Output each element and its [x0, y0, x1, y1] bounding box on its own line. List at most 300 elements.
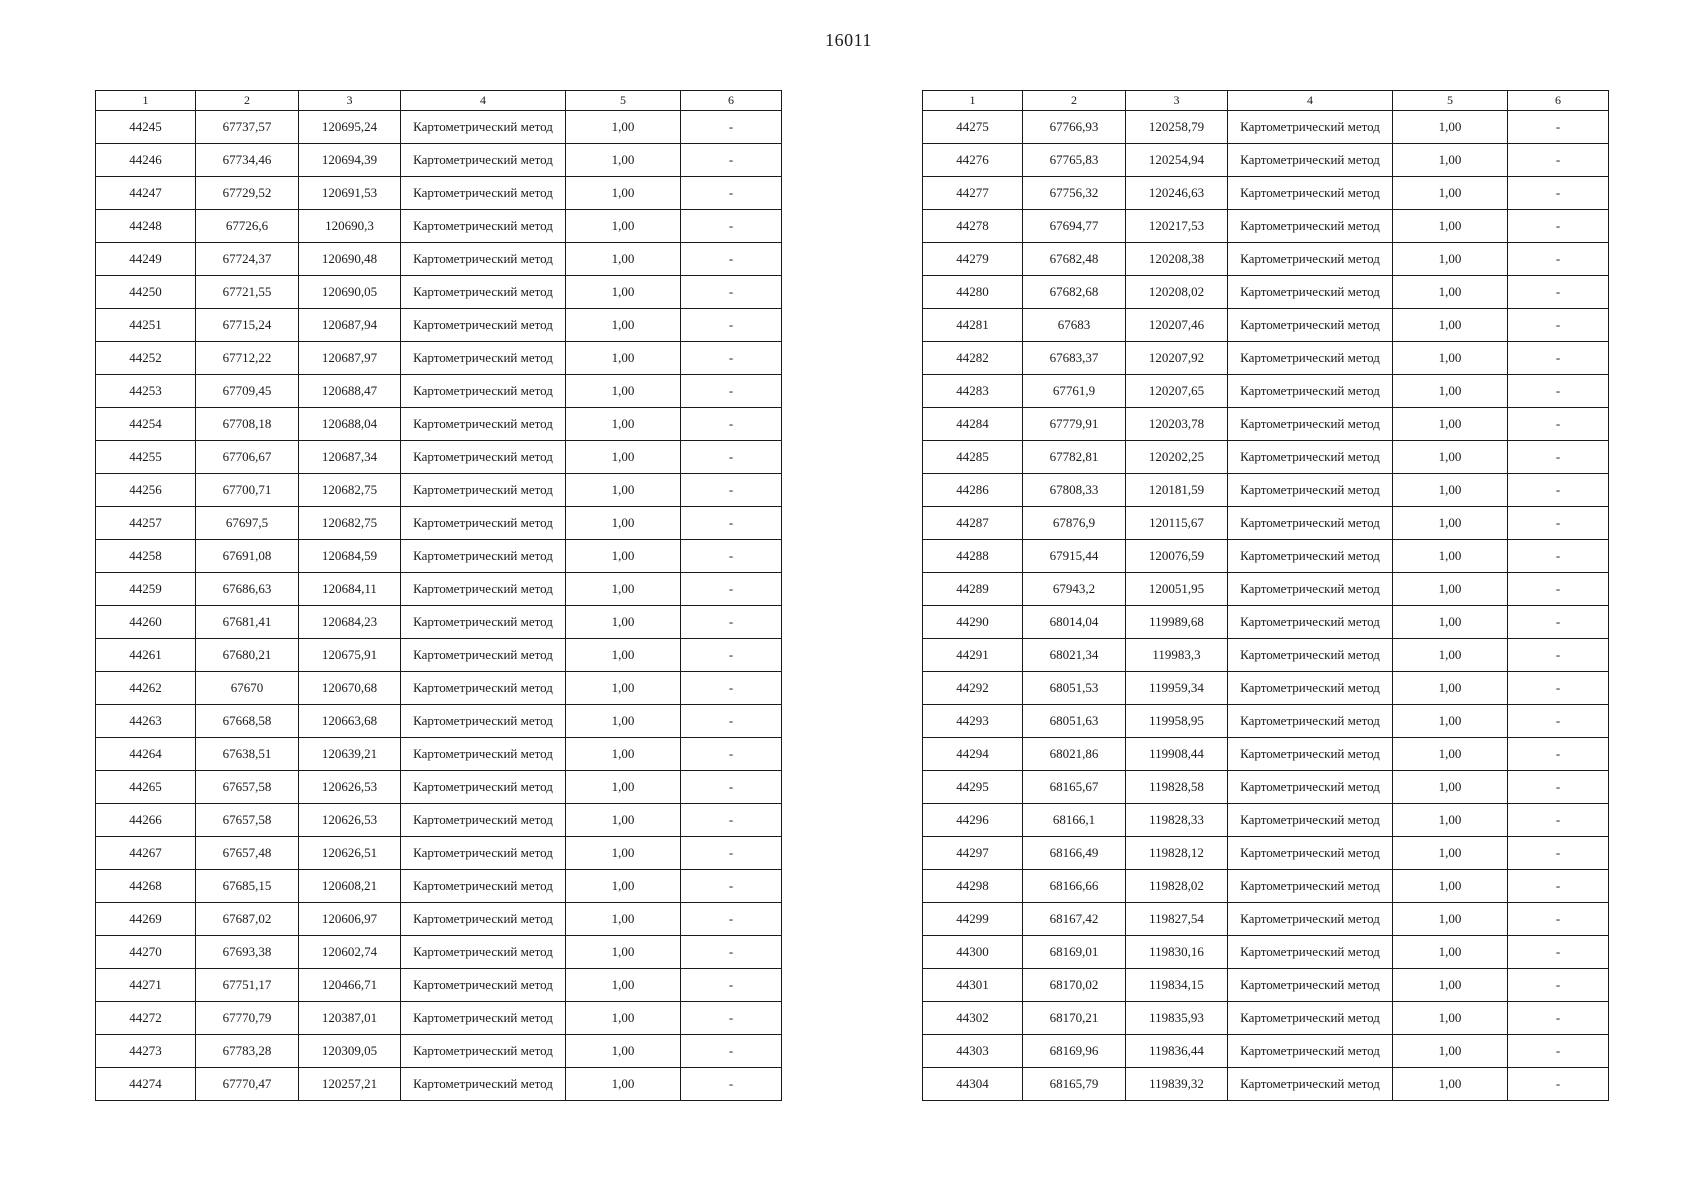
- point-number-cell: 44294: [923, 738, 1023, 771]
- method-cell: Картометрический метод: [1228, 573, 1393, 606]
- table-row: [96, 474, 782, 507]
- table-row: [96, 804, 782, 837]
- y-coordinate-cell: 120688,47: [299, 375, 401, 408]
- accuracy-cell: 1,00: [566, 1068, 681, 1101]
- accuracy-cell: 1,00: [566, 606, 681, 639]
- point-number-cell: 44263: [96, 705, 196, 738]
- x-coordinate-cell: 67766,93: [1023, 111, 1126, 144]
- point-number-cell: 44268: [96, 870, 196, 903]
- point-number-cell: 44256: [96, 474, 196, 507]
- x-coordinate-cell: 68166,1: [1023, 804, 1126, 837]
- method-cell: Картометрический метод: [1228, 705, 1393, 738]
- table-row: [96, 342, 782, 375]
- note-cell: -: [681, 474, 782, 507]
- point-number-cell: 44304: [923, 1068, 1023, 1101]
- table-row: [923, 606, 1609, 639]
- point-number-cell: 44274: [96, 1068, 196, 1101]
- method-cell: Картометрический метод: [1228, 177, 1393, 210]
- y-coordinate-cell: 120675,91: [299, 639, 401, 672]
- accuracy-cell: 1,00: [566, 309, 681, 342]
- note-cell: -: [681, 1068, 782, 1101]
- table-row: [923, 771, 1609, 804]
- table-header-row: [96, 91, 782, 111]
- method-cell: Картометрический метод: [1228, 1002, 1393, 1035]
- note-cell: -: [681, 1002, 782, 1035]
- point-number-cell: 44265: [96, 771, 196, 804]
- x-coordinate-cell: 67681,41: [196, 606, 299, 639]
- accuracy-cell: 1,00: [1393, 705, 1508, 738]
- y-coordinate-cell: 120684,11: [299, 573, 401, 606]
- note-cell: -: [681, 507, 782, 540]
- point-number-cell: 44291: [923, 639, 1023, 672]
- y-coordinate-cell: 120208,38: [1126, 243, 1228, 276]
- y-coordinate-cell: 120690,3: [299, 210, 401, 243]
- note-cell: -: [681, 639, 782, 672]
- x-coordinate-cell: 68166,66: [1023, 870, 1126, 903]
- y-coordinate-cell: 119835,93: [1126, 1002, 1228, 1035]
- point-number-cell: 44296: [923, 804, 1023, 837]
- method-cell: Картометрический метод: [401, 672, 566, 705]
- point-number-cell: 44254: [96, 408, 196, 441]
- note-cell: -: [1508, 705, 1609, 738]
- x-coordinate-cell: 67783,28: [196, 1035, 299, 1068]
- point-number-cell: 44288: [923, 540, 1023, 573]
- accuracy-cell: 1,00: [566, 738, 681, 771]
- y-coordinate-cell: 120687,94: [299, 309, 401, 342]
- note-cell: -: [1508, 474, 1609, 507]
- method-cell: Картометрический метод: [401, 738, 566, 771]
- x-coordinate-cell: 68014,04: [1023, 606, 1126, 639]
- method-cell: Картометрический метод: [1228, 276, 1393, 309]
- point-number-cell: 44259: [96, 573, 196, 606]
- table-row: [923, 903, 1609, 936]
- y-coordinate-cell: 120695,24: [299, 111, 401, 144]
- accuracy-cell: 1,00: [566, 903, 681, 936]
- accuracy-cell: 1,00: [1393, 1002, 1508, 1035]
- table-row: [923, 804, 1609, 837]
- method-cell: Картометрический метод: [1228, 210, 1393, 243]
- column-header-2: 2: [1023, 91, 1126, 111]
- method-cell: Картометрический метод: [401, 210, 566, 243]
- column-header-1: 1: [96, 91, 196, 111]
- y-coordinate-cell: 120207,65: [1126, 375, 1228, 408]
- method-cell: Картометрический метод: [1228, 804, 1393, 837]
- accuracy-cell: 1,00: [566, 177, 681, 210]
- method-cell: Картометрический метод: [1228, 342, 1393, 375]
- method-cell: Картометрический метод: [1228, 507, 1393, 540]
- method-cell: Картометрический метод: [401, 903, 566, 936]
- note-cell: -: [1508, 639, 1609, 672]
- point-number-cell: 44290: [923, 606, 1023, 639]
- table-row: [923, 969, 1609, 1002]
- accuracy-cell: 1,00: [1393, 903, 1508, 936]
- method-cell: Картометрический метод: [1228, 969, 1393, 1002]
- method-cell: Картометрический метод: [401, 309, 566, 342]
- point-number-cell: 44302: [923, 1002, 1023, 1035]
- method-cell: Картометрический метод: [1228, 672, 1393, 705]
- accuracy-cell: 1,00: [566, 408, 681, 441]
- x-coordinate-cell: 67683,37: [1023, 342, 1126, 375]
- x-coordinate-cell: 67734,46: [196, 144, 299, 177]
- method-cell: Картометрический метод: [1228, 870, 1393, 903]
- point-number-cell: 44249: [96, 243, 196, 276]
- note-cell: -: [681, 243, 782, 276]
- method-cell: Картометрический метод: [1228, 903, 1393, 936]
- x-coordinate-cell: 67691,08: [196, 540, 299, 573]
- accuracy-cell: 1,00: [1393, 408, 1508, 441]
- point-number-cell: 44292: [923, 672, 1023, 705]
- note-cell: -: [1508, 903, 1609, 936]
- table-row: [923, 342, 1609, 375]
- note-cell: -: [1508, 441, 1609, 474]
- method-cell: Картометрический метод: [1228, 111, 1393, 144]
- accuracy-cell: 1,00: [1393, 870, 1508, 903]
- accuracy-cell: 1,00: [566, 1002, 681, 1035]
- table-row: [96, 738, 782, 771]
- note-cell: -: [681, 309, 782, 342]
- point-number-cell: 44295: [923, 771, 1023, 804]
- column-header-5: 5: [566, 91, 681, 111]
- coordinates-table-right: [922, 90, 1609, 1101]
- method-cell: Картометрический метод: [401, 870, 566, 903]
- y-coordinate-cell: 119827,54: [1126, 903, 1228, 936]
- point-number-cell: 44279: [923, 243, 1023, 276]
- table-row: [96, 837, 782, 870]
- accuracy-cell: 1,00: [566, 639, 681, 672]
- x-coordinate-cell: 67770,47: [196, 1068, 299, 1101]
- y-coordinate-cell: 120690,48: [299, 243, 401, 276]
- y-coordinate-cell: 119958,95: [1126, 705, 1228, 738]
- table-row: [96, 936, 782, 969]
- table-row: [923, 1035, 1609, 1068]
- note-cell: -: [1508, 177, 1609, 210]
- column-header-6: 6: [681, 91, 782, 111]
- accuracy-cell: 1,00: [1393, 243, 1508, 276]
- accuracy-cell: 1,00: [566, 276, 681, 309]
- x-coordinate-cell: 67657,58: [196, 804, 299, 837]
- method-cell: Картометрический метод: [1228, 144, 1393, 177]
- y-coordinate-cell: 120670,68: [299, 672, 401, 705]
- x-coordinate-cell: 67782,81: [1023, 441, 1126, 474]
- y-coordinate-cell: 120684,23: [299, 606, 401, 639]
- point-number-cell: 44272: [96, 1002, 196, 1035]
- method-cell: Картометрический метод: [401, 639, 566, 672]
- x-coordinate-cell: 68021,86: [1023, 738, 1126, 771]
- point-number-cell: 44299: [923, 903, 1023, 936]
- accuracy-cell: 1,00: [566, 111, 681, 144]
- column-header-1: 1: [923, 91, 1023, 111]
- note-cell: -: [1508, 276, 1609, 309]
- table-row: [96, 606, 782, 639]
- y-coordinate-cell: 120207,92: [1126, 342, 1228, 375]
- note-cell: -: [681, 771, 782, 804]
- x-coordinate-cell: 68170,02: [1023, 969, 1126, 1002]
- method-cell: Картометрический метод: [1228, 1035, 1393, 1068]
- accuracy-cell: 1,00: [566, 573, 681, 606]
- method-cell: Картометрический метод: [401, 705, 566, 738]
- point-number-cell: 44280: [923, 276, 1023, 309]
- accuracy-cell: 1,00: [566, 969, 681, 1002]
- method-cell: Картометрический метод: [401, 177, 566, 210]
- y-coordinate-cell: 120387,01: [299, 1002, 401, 1035]
- point-number-cell: 44260: [96, 606, 196, 639]
- accuracy-cell: 1,00: [1393, 507, 1508, 540]
- note-cell: -: [1508, 507, 1609, 540]
- table-row: [96, 408, 782, 441]
- y-coordinate-cell: 119828,12: [1126, 837, 1228, 870]
- point-number-cell: 44303: [923, 1035, 1023, 1068]
- page-number: 16011: [825, 30, 872, 50]
- accuracy-cell: 1,00: [1393, 606, 1508, 639]
- note-cell: -: [681, 705, 782, 738]
- note-cell: -: [681, 375, 782, 408]
- x-coordinate-cell: 68165,79: [1023, 1068, 1126, 1101]
- table-row: [96, 1035, 782, 1068]
- accuracy-cell: 1,00: [1393, 639, 1508, 672]
- method-cell: Картометрический метод: [401, 474, 566, 507]
- point-number-cell: 44281: [923, 309, 1023, 342]
- method-cell: Картометрический метод: [401, 573, 566, 606]
- note-cell: -: [1508, 1035, 1609, 1068]
- accuracy-cell: 1,00: [1393, 1068, 1508, 1101]
- y-coordinate-cell: 120207,46: [1126, 309, 1228, 342]
- note-cell: -: [1508, 540, 1609, 573]
- method-cell: Картометрический метод: [1228, 639, 1393, 672]
- accuracy-cell: 1,00: [566, 441, 681, 474]
- note-cell: -: [1508, 111, 1609, 144]
- y-coordinate-cell: 120691,53: [299, 177, 401, 210]
- method-cell: Картометрический метод: [401, 606, 566, 639]
- note-cell: -: [1508, 672, 1609, 705]
- table-row: [96, 210, 782, 243]
- table-row: [923, 177, 1609, 210]
- x-coordinate-cell: 67682,48: [1023, 243, 1126, 276]
- y-coordinate-cell: 119836,44: [1126, 1035, 1228, 1068]
- table-row: [923, 639, 1609, 672]
- note-cell: -: [1508, 804, 1609, 837]
- note-cell: -: [681, 342, 782, 375]
- x-coordinate-cell: 67694,77: [1023, 210, 1126, 243]
- accuracy-cell: 1,00: [566, 771, 681, 804]
- method-cell: Картометрический метод: [401, 936, 566, 969]
- method-cell: Картометрический метод: [401, 276, 566, 309]
- accuracy-cell: 1,00: [566, 210, 681, 243]
- point-number-cell: 44258: [96, 540, 196, 573]
- point-number-cell: 44246: [96, 144, 196, 177]
- y-coordinate-cell: 120466,71: [299, 969, 401, 1002]
- method-cell: Картометрический метод: [1228, 474, 1393, 507]
- note-cell: -: [1508, 144, 1609, 177]
- accuracy-cell: 1,00: [1393, 936, 1508, 969]
- table-row: [923, 1068, 1609, 1101]
- x-coordinate-cell: 68051,63: [1023, 705, 1126, 738]
- point-number-cell: 44267: [96, 837, 196, 870]
- method-cell: Картометрический метод: [401, 837, 566, 870]
- note-cell: -: [681, 1035, 782, 1068]
- note-cell: -: [681, 936, 782, 969]
- column-header-2: 2: [196, 91, 299, 111]
- point-number-cell: 44286: [923, 474, 1023, 507]
- y-coordinate-cell: 120682,75: [299, 507, 401, 540]
- y-coordinate-cell: 119828,58: [1126, 771, 1228, 804]
- x-coordinate-cell: 68166,49: [1023, 837, 1126, 870]
- x-coordinate-cell: 67680,21: [196, 639, 299, 672]
- accuracy-cell: 1,00: [1393, 837, 1508, 870]
- point-number-cell: 44269: [96, 903, 196, 936]
- table-row: [96, 573, 782, 606]
- note-cell: -: [1508, 408, 1609, 441]
- y-coordinate-cell: 120626,51: [299, 837, 401, 870]
- point-number-cell: 44261: [96, 639, 196, 672]
- x-coordinate-cell: 67761,9: [1023, 375, 1126, 408]
- x-coordinate-cell: 67876,9: [1023, 507, 1126, 540]
- note-cell: -: [1508, 870, 1609, 903]
- y-coordinate-cell: 120246,63: [1126, 177, 1228, 210]
- accuracy-cell: 1,00: [566, 936, 681, 969]
- method-cell: Картометрический метод: [401, 804, 566, 837]
- y-coordinate-cell: 120202,25: [1126, 441, 1228, 474]
- x-coordinate-cell: 67657,48: [196, 837, 299, 870]
- y-coordinate-cell: 119983,3: [1126, 639, 1228, 672]
- point-number-cell: 44300: [923, 936, 1023, 969]
- table-row: [96, 441, 782, 474]
- point-number-cell: 44266: [96, 804, 196, 837]
- y-coordinate-cell: 120663,68: [299, 705, 401, 738]
- y-coordinate-cell: 120682,75: [299, 474, 401, 507]
- y-coordinate-cell: 119959,34: [1126, 672, 1228, 705]
- x-coordinate-cell: 67915,44: [1023, 540, 1126, 573]
- y-coordinate-cell: 120602,74: [299, 936, 401, 969]
- point-number-cell: 44289: [923, 573, 1023, 606]
- method-cell: Картометрический метод: [1228, 1068, 1393, 1101]
- note-cell: -: [681, 177, 782, 210]
- y-coordinate-cell: 120690,05: [299, 276, 401, 309]
- accuracy-cell: 1,00: [566, 837, 681, 870]
- note-cell: -: [681, 441, 782, 474]
- accuracy-cell: 1,00: [1393, 540, 1508, 573]
- y-coordinate-cell: 120688,04: [299, 408, 401, 441]
- accuracy-cell: 1,00: [566, 375, 681, 408]
- x-coordinate-cell: 68021,34: [1023, 639, 1126, 672]
- x-coordinate-cell: 67686,63: [196, 573, 299, 606]
- point-number-cell: 44245: [96, 111, 196, 144]
- accuracy-cell: 1,00: [1393, 210, 1508, 243]
- note-cell: -: [1508, 573, 1609, 606]
- x-coordinate-cell: 67709,45: [196, 375, 299, 408]
- point-number-cell: 44273: [96, 1035, 196, 1068]
- table-row: [96, 705, 782, 738]
- x-coordinate-cell: 67751,17: [196, 969, 299, 1002]
- y-coordinate-cell: 120687,97: [299, 342, 401, 375]
- table-row: [923, 672, 1609, 705]
- table-row: [923, 1002, 1609, 1035]
- accuracy-cell: 1,00: [1393, 771, 1508, 804]
- table-row: [96, 1068, 782, 1101]
- method-cell: Картометрический метод: [1228, 309, 1393, 342]
- x-coordinate-cell: 67943,2: [1023, 573, 1126, 606]
- table-row: [96, 144, 782, 177]
- method-cell: Картометрический метод: [401, 1002, 566, 1035]
- y-coordinate-cell: 119839,32: [1126, 1068, 1228, 1101]
- x-coordinate-cell: 68169,96: [1023, 1035, 1126, 1068]
- column-header-6: 6: [1508, 91, 1609, 111]
- y-coordinate-cell: 120684,59: [299, 540, 401, 573]
- y-coordinate-cell: 119828,02: [1126, 870, 1228, 903]
- note-cell: -: [681, 276, 782, 309]
- table-row: [96, 276, 782, 309]
- note-cell: -: [681, 738, 782, 771]
- y-coordinate-cell: 119828,33: [1126, 804, 1228, 837]
- point-number-cell: 44277: [923, 177, 1023, 210]
- table-row: [923, 837, 1609, 870]
- y-coordinate-cell: 120606,97: [299, 903, 401, 936]
- method-cell: Картометрический метод: [1228, 936, 1393, 969]
- method-cell: Картометрический метод: [1228, 606, 1393, 639]
- accuracy-cell: 1,00: [1393, 672, 1508, 705]
- method-cell: Картометрический метод: [401, 243, 566, 276]
- x-coordinate-cell: 67682,68: [1023, 276, 1126, 309]
- x-coordinate-cell: 67700,71: [196, 474, 299, 507]
- method-cell: Картометрический метод: [401, 540, 566, 573]
- table-row: [923, 309, 1609, 342]
- table-row: [923, 276, 1609, 309]
- note-cell: -: [1508, 309, 1609, 342]
- y-coordinate-cell: 120608,21: [299, 870, 401, 903]
- method-cell: Картометрический метод: [401, 375, 566, 408]
- method-cell: Картометрический метод: [401, 408, 566, 441]
- accuracy-cell: 1,00: [566, 243, 681, 276]
- point-number-cell: 44298: [923, 870, 1023, 903]
- point-number-cell: 44284: [923, 408, 1023, 441]
- x-coordinate-cell: 68167,42: [1023, 903, 1126, 936]
- x-coordinate-cell: 67670: [196, 672, 299, 705]
- method-cell: Картометрический метод: [1228, 375, 1393, 408]
- table-header-row: [923, 91, 1609, 111]
- point-number-cell: 44248: [96, 210, 196, 243]
- x-coordinate-cell: 67770,79: [196, 1002, 299, 1035]
- method-cell: Картометрический метод: [1228, 441, 1393, 474]
- method-cell: Картометрический метод: [1228, 243, 1393, 276]
- table-row: [96, 375, 782, 408]
- note-cell: -: [681, 144, 782, 177]
- coordinates-table-left: [95, 90, 782, 1101]
- y-coordinate-cell: 120258,79: [1126, 111, 1228, 144]
- method-cell: Картометрический метод: [1228, 771, 1393, 804]
- accuracy-cell: 1,00: [1393, 804, 1508, 837]
- method-cell: Картометрический метод: [1228, 540, 1393, 573]
- accuracy-cell: 1,00: [1393, 276, 1508, 309]
- column-header-4: 4: [1228, 91, 1393, 111]
- accuracy-cell: 1,00: [566, 474, 681, 507]
- table-row: [923, 507, 1609, 540]
- point-number-cell: 44251: [96, 309, 196, 342]
- x-coordinate-cell: 67721,55: [196, 276, 299, 309]
- note-cell: -: [1508, 936, 1609, 969]
- note-cell: -: [1508, 1002, 1609, 1035]
- point-number-cell: 44252: [96, 342, 196, 375]
- x-coordinate-cell: 67779,91: [1023, 408, 1126, 441]
- y-coordinate-cell: 120208,02: [1126, 276, 1228, 309]
- x-coordinate-cell: 67668,58: [196, 705, 299, 738]
- accuracy-cell: 1,00: [1393, 309, 1508, 342]
- table-row: [96, 309, 782, 342]
- point-number-cell: 44255: [96, 441, 196, 474]
- note-cell: -: [1508, 375, 1609, 408]
- table-row: [923, 705, 1609, 738]
- note-cell: -: [681, 804, 782, 837]
- table-row: [96, 243, 782, 276]
- x-coordinate-cell: 67715,24: [196, 309, 299, 342]
